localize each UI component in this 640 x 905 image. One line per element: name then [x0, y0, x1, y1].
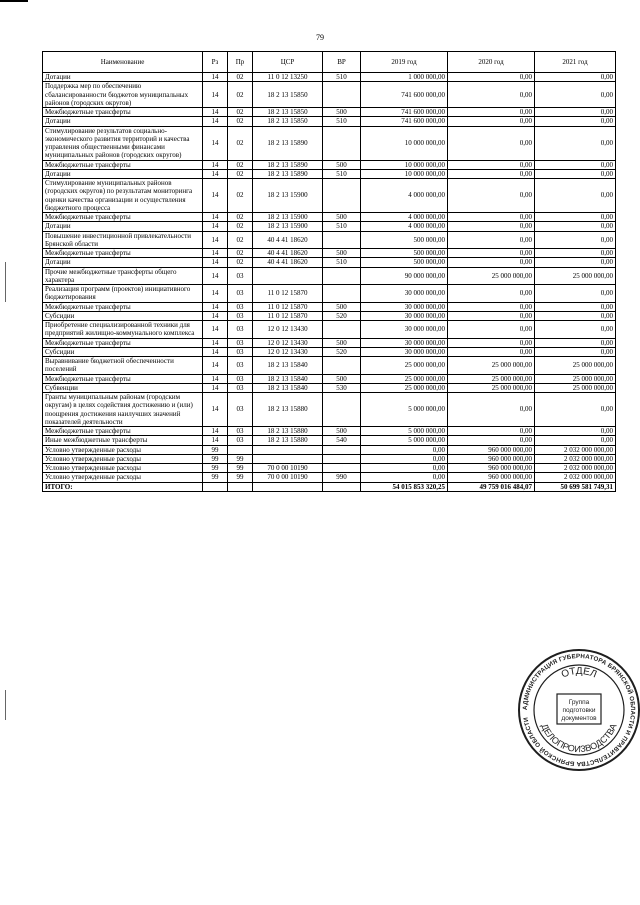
- row-vr: 500: [323, 302, 361, 311]
- total-2021: 50 699 581 749,31: [535, 482, 616, 491]
- row-vr: [323, 126, 361, 160]
- table-row: [43, 445, 616, 454]
- row-2019: 500 000,00: [361, 249, 448, 258]
- row-2020: 0,00: [448, 231, 535, 249]
- row-2021: 0,00: [535, 302, 616, 311]
- row-2019: 500 000,00: [361, 258, 448, 267]
- row-2021: 25 000 000,00: [535, 374, 616, 383]
- row-2021: 0,00: [535, 427, 616, 436]
- row-2021: 0,00: [535, 249, 616, 258]
- row-2019: 30 000 000,00: [361, 347, 448, 356]
- row-csr: 11 0 12 15870: [253, 285, 323, 303]
- row-rz: 14: [203, 427, 228, 436]
- table-row: [43, 222, 616, 231]
- table-row: [43, 179, 616, 213]
- row-2021: 0,00: [535, 436, 616, 445]
- row-csr: 18 2 13 15840: [253, 357, 323, 375]
- row-rz: 14: [203, 338, 228, 347]
- total-label: ИТОГО:: [43, 482, 203, 491]
- row-pr: 03: [228, 338, 253, 347]
- row-2020: 960 000 000,00: [448, 445, 535, 454]
- row-rz: 14: [203, 347, 228, 356]
- row-pr: 03: [228, 383, 253, 392]
- stamp-center-line: документов: [561, 715, 597, 722]
- row-pr: 03: [228, 374, 253, 383]
- row-2020: 25 000 000,00: [448, 374, 535, 383]
- row-2020: 0,00: [448, 427, 535, 436]
- row-2019: 25 000 000,00: [361, 374, 448, 383]
- table-row: [43, 169, 616, 178]
- row-rz: 14: [203, 357, 228, 375]
- row-2021: 0,00: [535, 311, 616, 320]
- row-name: Субсидии: [43, 347, 203, 356]
- table-row: [43, 117, 616, 126]
- row-rz: 14: [203, 321, 228, 339]
- row-2020: 0,00: [448, 338, 535, 347]
- row-2019: 0,00: [361, 473, 448, 482]
- row-2019: 0,00: [361, 454, 448, 463]
- row-vr: [323, 285, 361, 303]
- stamp-arc-bottom: ДЕЛОПРОИЗВОДСТВА: [539, 722, 619, 755]
- row-pr: 99: [228, 473, 253, 482]
- row-vr: [323, 321, 361, 339]
- table-row: [43, 267, 616, 285]
- row-name: Межбюджетные трансферты: [43, 338, 203, 347]
- table-row: [43, 374, 616, 383]
- row-csr: 11 0 12 15870: [253, 311, 323, 320]
- row-pr: [228, 445, 253, 454]
- table-row: [43, 249, 616, 258]
- row-csr: 18 2 13 15890: [253, 126, 323, 160]
- row-vr: [323, 454, 361, 463]
- table-row: [43, 427, 616, 436]
- row-vr: 500: [323, 160, 361, 169]
- row-2020: 960 000 000,00: [448, 464, 535, 473]
- row-csr: 18 2 13 15880: [253, 427, 323, 436]
- row-name: Дотации: [43, 222, 203, 231]
- row-csr: 11 0 12 13250: [253, 73, 323, 82]
- row-rz: 14: [203, 285, 228, 303]
- row-rz: 14: [203, 117, 228, 126]
- table-row: [43, 73, 616, 82]
- row-2019: 4 000 000,00: [361, 213, 448, 222]
- row-pr: 03: [228, 267, 253, 285]
- row-2019: 30 000 000,00: [361, 321, 448, 339]
- row-2021: 0,00: [535, 160, 616, 169]
- row-csr: 18 2 13 15840: [253, 374, 323, 383]
- row-2020: 0,00: [448, 347, 535, 356]
- row-vr: [323, 357, 361, 375]
- column-header-pr: Пр: [228, 52, 253, 73]
- row-csr: 18 2 13 15850: [253, 82, 323, 108]
- row-rz: 14: [203, 169, 228, 178]
- row-name: Межбюджетные трансферты: [43, 249, 203, 258]
- row-2019: 1 000 000,00: [361, 73, 448, 82]
- row-2020: 960 000 000,00: [448, 473, 535, 482]
- row-name: Межбюджетные трансферты: [43, 108, 203, 117]
- row-pr: 02: [228, 82, 253, 108]
- row-rz: 14: [203, 258, 228, 267]
- table-row: [43, 231, 616, 249]
- row-2019: 500 000,00: [361, 231, 448, 249]
- row-2019: 0,00: [361, 464, 448, 473]
- row-csr: [253, 267, 323, 285]
- row-csr: 18 2 13 15880: [253, 436, 323, 445]
- row-vr: [323, 393, 361, 427]
- row-vr: 500: [323, 338, 361, 347]
- row-rz: 14: [203, 222, 228, 231]
- row-2019: 90 000 000,00: [361, 267, 448, 285]
- row-2021: 0,00: [535, 108, 616, 117]
- table-row: [43, 473, 616, 482]
- row-rz: 14: [203, 436, 228, 445]
- row-2020: 0,00: [448, 436, 535, 445]
- row-csr: 18 2 13 15850: [253, 117, 323, 126]
- row-2020: 0,00: [448, 169, 535, 178]
- row-2019: 5 000 000,00: [361, 393, 448, 427]
- row-2021: 0,00: [535, 393, 616, 427]
- column-header-2019: 2019 год: [361, 52, 448, 73]
- row-vr: [323, 231, 361, 249]
- row-pr: 02: [228, 126, 253, 160]
- row-2021: 0,00: [535, 258, 616, 267]
- row-2019: 741 600 000,00: [361, 117, 448, 126]
- row-2019: 25 000 000,00: [361, 357, 448, 375]
- table-row: [43, 258, 616, 267]
- row-rz: 14: [203, 374, 228, 383]
- row-2020: 0,00: [448, 258, 535, 267]
- row-2019: 10 000 000,00: [361, 160, 448, 169]
- row-rz: 14: [203, 82, 228, 108]
- row-rz: 99: [203, 473, 228, 482]
- row-2020: 0,00: [448, 393, 535, 427]
- row-2020: 0,00: [448, 73, 535, 82]
- row-pr: 03: [228, 357, 253, 375]
- row-2021: 0,00: [535, 285, 616, 303]
- left-margin-mark: [5, 690, 6, 720]
- row-vr: 540: [323, 436, 361, 445]
- row-vr: 500: [323, 374, 361, 383]
- row-2021: 0,00: [535, 82, 616, 108]
- row-2021: 2 032 000 000,00: [535, 473, 616, 482]
- row-2019: 25 000 000,00: [361, 383, 448, 392]
- row-name: Повышение инвестиционной привлекательности Брянской области: [43, 231, 203, 249]
- row-2020: 0,00: [448, 108, 535, 117]
- row-2021: 0,00: [535, 126, 616, 160]
- row-pr: 99: [228, 464, 253, 473]
- table-row: [43, 393, 616, 427]
- row-vr: 500: [323, 427, 361, 436]
- row-2021: 0,00: [535, 347, 616, 356]
- row-pr: 02: [228, 258, 253, 267]
- row-name: Выравнивание бюджетной обеспеченности поселений: [43, 357, 203, 375]
- row-name: Стимулирование результатов социально-экономического развития территорий и качества управления общественными финансами муниципальных районов (городских округов): [43, 126, 203, 160]
- row-rz: 14: [203, 73, 228, 82]
- row-pr: 02: [228, 249, 253, 258]
- row-pr: 02: [228, 231, 253, 249]
- row-name: Условно утвержденные расходы: [43, 473, 203, 482]
- row-2020: 0,00: [448, 249, 535, 258]
- row-csr: 18 2 13 15890: [253, 169, 323, 178]
- row-name: Дотации: [43, 117, 203, 126]
- row-vr: 520: [323, 347, 361, 356]
- table-row: [43, 347, 616, 356]
- row-csr: 18 2 13 15890: [253, 160, 323, 169]
- row-csr: 11 0 12 15870: [253, 302, 323, 311]
- row-csr: [253, 454, 323, 463]
- table-row: [43, 126, 616, 160]
- row-pr: 03: [228, 393, 253, 427]
- table-header-row: [43, 52, 616, 73]
- row-2021: 0,00: [535, 73, 616, 82]
- row-rz: 14: [203, 213, 228, 222]
- column-header-csr: ЦСР: [253, 52, 323, 73]
- row-name: Субвенции: [43, 383, 203, 392]
- row-name: Межбюджетные трансферты: [43, 302, 203, 311]
- table-row: [43, 464, 616, 473]
- row-vr: 510: [323, 222, 361, 231]
- row-csr: 70 0 00 10190: [253, 464, 323, 473]
- row-pr: 02: [228, 213, 253, 222]
- left-margin-mark: [5, 262, 6, 302]
- row-2021: 0,00: [535, 179, 616, 213]
- row-2021: 2 032 000 000,00: [535, 445, 616, 454]
- row-2020: 0,00: [448, 321, 535, 339]
- row-2019: 30 000 000,00: [361, 285, 448, 303]
- row-name: Приобретение специализированной техники для предприятий жилищно-коммунального комплекса: [43, 321, 203, 339]
- total-2019: 54 015 853 320,25: [361, 482, 448, 491]
- row-csr: 12 0 12 13430: [253, 347, 323, 356]
- row-2021: 25 000 000,00: [535, 267, 616, 285]
- row-2019: 10 000 000,00: [361, 169, 448, 178]
- row-rz: 14: [203, 108, 228, 117]
- stamp-arc-top: ОТДЕЛ: [559, 665, 599, 681]
- row-csr: 40 4 41 18620: [253, 258, 323, 267]
- row-csr: 18 2 13 15900: [253, 179, 323, 213]
- row-pr: 02: [228, 222, 253, 231]
- row-pr: 02: [228, 179, 253, 213]
- row-2019: 4 000 000,00: [361, 222, 448, 231]
- row-2019: 741 600 000,00: [361, 108, 448, 117]
- row-2020: 0,00: [448, 160, 535, 169]
- row-2021: 0,00: [535, 169, 616, 178]
- row-2019: 10 000 000,00: [361, 126, 448, 160]
- row-pr: 03: [228, 302, 253, 311]
- row-rz: 99: [203, 454, 228, 463]
- row-vr: 990: [323, 473, 361, 482]
- budget-table: [42, 51, 616, 492]
- row-csr: [253, 445, 323, 454]
- row-2021: 25 000 000,00: [535, 357, 616, 375]
- row-rz: 14: [203, 231, 228, 249]
- row-name: Межбюджетные трансферты: [43, 374, 203, 383]
- row-vr: [323, 82, 361, 108]
- column-header-rz: Рз: [203, 52, 228, 73]
- row-csr: 40 4 41 18620: [253, 249, 323, 258]
- row-vr: [323, 464, 361, 473]
- row-vr: 510: [323, 73, 361, 82]
- row-2021: 0,00: [535, 213, 616, 222]
- row-rz: 14: [203, 267, 228, 285]
- row-csr: 18 2 13 15840: [253, 383, 323, 392]
- row-2020: 0,00: [448, 117, 535, 126]
- column-header-vr: ВР: [323, 52, 361, 73]
- row-pr: 03: [228, 347, 253, 356]
- row-rz: 99: [203, 445, 228, 454]
- row-pr: 02: [228, 108, 253, 117]
- row-vr: 510: [323, 169, 361, 178]
- row-rz: 14: [203, 302, 228, 311]
- row-name: Межбюджетные трансферты: [43, 160, 203, 169]
- row-2020: 0,00: [448, 82, 535, 108]
- row-2021: 2 032 000 000,00: [535, 464, 616, 473]
- table-row: [43, 213, 616, 222]
- table-row: [43, 321, 616, 339]
- svg-text:ДЕЛОПРОИЗВОДСТВА: [539, 722, 618, 754]
- svg-text:ОТДЕЛ: [560, 666, 598, 681]
- row-2021: 0,00: [535, 222, 616, 231]
- row-name: Межбюджетные трансферты: [43, 213, 203, 222]
- row-name: Стимулирование муниципальных районов (городских округов) по результатам мониторинга оценки качества организации и осуществления бюджетного процесса: [43, 179, 203, 213]
- row-2019: 5 000 000,00: [361, 436, 448, 445]
- row-pr: 03: [228, 311, 253, 320]
- row-2020: 25 000 000,00: [448, 267, 535, 285]
- row-csr: 18 2 13 15900: [253, 213, 323, 222]
- table-row: [43, 82, 616, 108]
- row-2020: 0,00: [448, 222, 535, 231]
- row-vr: 510: [323, 258, 361, 267]
- row-pr: 99: [228, 454, 253, 463]
- row-rz: 14: [203, 160, 228, 169]
- row-name: Условно утвержденные расходы: [43, 464, 203, 473]
- page-number: 79: [316, 33, 324, 42]
- row-2019: 30 000 000,00: [361, 302, 448, 311]
- total-row: [43, 482, 616, 491]
- row-vr: 510: [323, 117, 361, 126]
- row-2021: 0,00: [535, 117, 616, 126]
- row-name: Реализация программ (проектов) инициативного бюджетирования: [43, 285, 203, 303]
- row-2020: 0,00: [448, 302, 535, 311]
- table-row: [43, 160, 616, 169]
- row-name: Поддержка мер по обеспечению сбалансированности бюджетов муниципальных районов (городских округов): [43, 82, 203, 108]
- row-vr: [323, 179, 361, 213]
- row-csr: 18 2 13 15900: [253, 222, 323, 231]
- office-stamp: [517, 648, 640, 772]
- row-csr: 40 4 41 18620: [253, 231, 323, 249]
- row-2019: 741 600 000,00: [361, 82, 448, 108]
- row-2020: 0,00: [448, 126, 535, 160]
- row-rz: 14: [203, 179, 228, 213]
- row-name: Межбюджетные трансферты: [43, 427, 203, 436]
- row-name: Субсидии: [43, 311, 203, 320]
- row-2019: 0,00: [361, 445, 448, 454]
- row-vr: 530: [323, 383, 361, 392]
- row-2021: 0,00: [535, 231, 616, 249]
- row-2019: 5 000 000,00: [361, 427, 448, 436]
- table-row: [43, 311, 616, 320]
- row-pr: 03: [228, 436, 253, 445]
- table-row: [43, 285, 616, 303]
- row-pr: 02: [228, 73, 253, 82]
- row-csr: 70 0 00 10190: [253, 473, 323, 482]
- row-rz: 14: [203, 126, 228, 160]
- column-header-2021: 2021 год: [535, 52, 616, 73]
- row-csr: 18 2 13 15880: [253, 393, 323, 427]
- row-name: Условно утвержденные расходы: [43, 445, 203, 454]
- row-rz: 14: [203, 393, 228, 427]
- row-vr: 500: [323, 108, 361, 117]
- stamp-center-line: подготовки: [562, 707, 596, 714]
- row-2020: 0,00: [448, 311, 535, 320]
- row-2021: 2 032 000 000,00: [535, 454, 616, 463]
- table-row: [43, 302, 616, 311]
- row-pr: 02: [228, 160, 253, 169]
- row-name: Условно утвержденные расходы: [43, 454, 203, 463]
- row-vr: 500: [323, 213, 361, 222]
- row-pr: 02: [228, 117, 253, 126]
- table-row: [43, 454, 616, 463]
- total-2020: 49 759 016 484,07: [448, 482, 535, 491]
- row-2019: 4 000 000,00: [361, 179, 448, 213]
- row-rz: 14: [203, 383, 228, 392]
- table-row: [43, 108, 616, 117]
- row-vr: [323, 445, 361, 454]
- row-pr: 03: [228, 321, 253, 339]
- table-row: [43, 383, 616, 392]
- row-2019: 30 000 000,00: [361, 338, 448, 347]
- row-2020: 25 000 000,00: [448, 357, 535, 375]
- row-name: Дотации: [43, 73, 203, 82]
- row-name: Иные межбюджетные трансферты: [43, 436, 203, 445]
- stamp-center-line: Группа: [568, 699, 590, 706]
- column-header-name: Наименование: [43, 52, 203, 73]
- row-2020: 0,00: [448, 213, 535, 222]
- row-name: Прочие межбюджетные трансферты общего характера: [43, 267, 203, 285]
- table-row: [43, 436, 616, 445]
- row-name: Дотации: [43, 258, 203, 267]
- row-csr: 12 0 12 13430: [253, 321, 323, 339]
- row-2020: 0,00: [448, 179, 535, 213]
- row-csr: 18 2 13 15850: [253, 108, 323, 117]
- row-2019: 30 000 000,00: [361, 311, 448, 320]
- row-vr: 520: [323, 311, 361, 320]
- column-header-2020: 2020 год: [448, 52, 535, 73]
- row-csr: 12 0 12 13430: [253, 338, 323, 347]
- row-2020: 0,00: [448, 285, 535, 303]
- row-pr: 03: [228, 285, 253, 303]
- row-rz: 99: [203, 464, 228, 473]
- row-rz: 14: [203, 249, 228, 258]
- top-edge-mark: [0, 0, 28, 2]
- row-2021: 25 000 000,00: [535, 383, 616, 392]
- table-row: [43, 338, 616, 347]
- row-pr: 02: [228, 169, 253, 178]
- row-pr: 03: [228, 427, 253, 436]
- row-rz: 14: [203, 311, 228, 320]
- row-2021: 0,00: [535, 321, 616, 339]
- row-2020: 25 000 000,00: [448, 383, 535, 392]
- row-vr: [323, 267, 361, 285]
- row-2020: 960 000 000,00: [448, 454, 535, 463]
- table-row: [43, 357, 616, 375]
- row-name: Дотации: [43, 169, 203, 178]
- row-vr: 500: [323, 249, 361, 258]
- stamp-ring-text: АДМИНИСТРАЦИЯ ГУБЕРНАТОРА БРЯНСКОЙ ОБЛАСТИ И ПРАВИТЕЛЬСТВА БРЯНСКОЙ ОБЛАСТИ: [521, 652, 637, 768]
- row-2021: 0,00: [535, 338, 616, 347]
- row-name: Гранты муниципальным районам (городским округам) в целях содействия достижению и (или) поощрения достижения наилучших значений показателей деятельности: [43, 393, 203, 427]
